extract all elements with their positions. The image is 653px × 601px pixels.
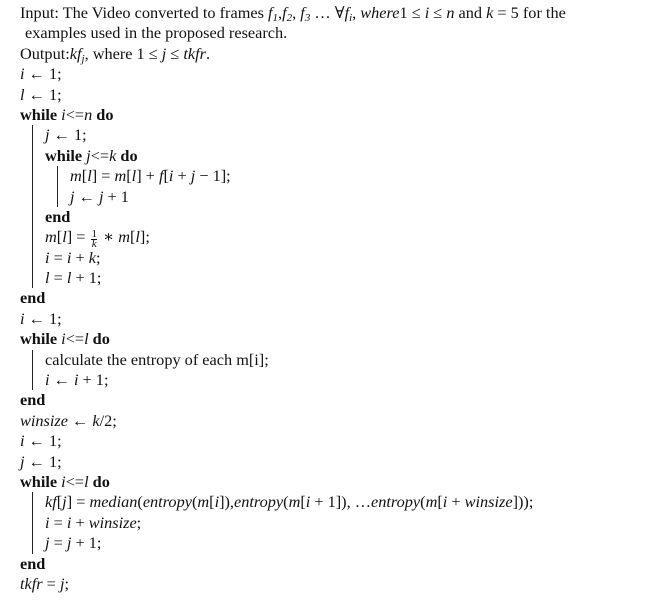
math-symbol: j bbox=[190, 166, 196, 186]
text: , bbox=[352, 3, 361, 22]
text: <= bbox=[65, 329, 85, 349]
line-text bbox=[25, 23, 287, 43]
line-text bbox=[20, 64, 62, 84]
text: <= bbox=[65, 471, 85, 491]
line-text bbox=[20, 431, 62, 451]
algorithm-line bbox=[0, 105, 653, 125]
line-text bbox=[45, 248, 100, 268]
line-text bbox=[20, 329, 110, 349]
algorithm-line bbox=[0, 288, 653, 308]
line-text bbox=[20, 390, 45, 410]
algorithm-line bbox=[0, 472, 653, 492]
keyword: while bbox=[20, 471, 62, 491]
line-text bbox=[20, 309, 62, 329]
math-symbol: i bbox=[424, 3, 430, 22]
math-symbol: i bbox=[214, 492, 220, 512]
subscript: 2 bbox=[286, 12, 293, 24]
math-symbol: k bbox=[486, 3, 494, 22]
text: <= bbox=[65, 104, 85, 124]
text: − 1]; bbox=[195, 166, 231, 186]
math-symbol: m bbox=[288, 492, 301, 512]
math-symbol: m bbox=[114, 166, 127, 186]
math-symbol: m bbox=[118, 227, 130, 247]
text: ] = bbox=[66, 492, 90, 512]
math-symbol: i bbox=[45, 370, 50, 390]
line-text bbox=[20, 574, 69, 594]
text: + 1; bbox=[78, 370, 109, 390]
block-indent-bar bbox=[32, 146, 33, 166]
math-symbol: i bbox=[442, 492, 448, 512]
math-symbol: j bbox=[20, 451, 25, 471]
math-symbol: j bbox=[45, 125, 50, 145]
text: , bbox=[278, 3, 283, 22]
math-symbol: i bbox=[66, 247, 72, 267]
math-symbol: f bbox=[158, 166, 164, 186]
text: ; bbox=[136, 512, 142, 532]
text: ≤ bbox=[166, 43, 184, 63]
math-symbol: j bbox=[70, 186, 75, 206]
math-symbol: j bbox=[45, 533, 50, 553]
text: + 1; bbox=[71, 268, 102, 288]
text: [ bbox=[56, 227, 63, 247]
algorithm-line bbox=[0, 492, 653, 512]
text: + bbox=[71, 247, 89, 267]
line-text bbox=[45, 370, 108, 390]
text: [ bbox=[437, 492, 443, 512]
text: ∗ bbox=[98, 227, 119, 247]
line-text bbox=[45, 207, 70, 227]
text: = 5 for the bbox=[493, 3, 566, 22]
text: = bbox=[49, 247, 67, 267]
fraction bbox=[91, 230, 97, 249]
algorithm-line bbox=[0, 554, 653, 574]
text: ← bbox=[67, 410, 93, 430]
block-indent-bar bbox=[32, 248, 33, 268]
math-symbol: i bbox=[61, 471, 66, 491]
math-symbol: i bbox=[66, 512, 72, 532]
algorithm-line bbox=[0, 227, 653, 251]
text: … ∀ bbox=[310, 3, 345, 22]
text: . bbox=[206, 43, 211, 63]
text: Input: The Video converted to frames bbox=[20, 3, 268, 22]
math-symbol: i bbox=[61, 104, 66, 124]
math-symbol: j bbox=[66, 533, 72, 553]
math-symbol: l bbox=[87, 166, 92, 186]
keyword: end bbox=[45, 206, 71, 226]
text: ← 1; bbox=[49, 125, 87, 145]
math-symbol: f bbox=[282, 3, 287, 22]
algorithm-line bbox=[0, 268, 653, 288]
block-indent-bar bbox=[32, 350, 33, 370]
text: ( bbox=[420, 492, 426, 512]
text: = bbox=[49, 533, 67, 553]
math-symbol: m bbox=[197, 492, 210, 512]
line-text bbox=[20, 288, 45, 308]
keyword: while bbox=[20, 104, 62, 124]
block-indent-bar bbox=[32, 166, 33, 186]
block-indent-bar bbox=[32, 187, 33, 207]
line-text bbox=[45, 146, 138, 166]
math-symbol: j bbox=[98, 186, 104, 206]
text: ] = bbox=[91, 166, 115, 186]
algorithm-line bbox=[0, 44, 653, 64]
algorithm-line bbox=[0, 513, 653, 533]
line-text bbox=[70, 166, 231, 186]
text: ]), bbox=[219, 492, 235, 512]
text: [ bbox=[129, 227, 136, 247]
text: ← bbox=[74, 186, 99, 206]
math-symbol: winsize bbox=[464, 492, 513, 512]
math-symbol: kf bbox=[45, 492, 57, 512]
keyword: do bbox=[116, 145, 138, 165]
text: = bbox=[42, 573, 60, 593]
math-symbol: tkfr bbox=[183, 43, 206, 63]
text: ] = bbox=[66, 227, 90, 247]
text: + bbox=[71, 512, 89, 532]
math-symbol: m bbox=[45, 227, 57, 247]
text: = bbox=[49, 268, 67, 288]
algorithm-line bbox=[0, 207, 653, 227]
subscript: i bbox=[349, 12, 353, 24]
block-indent-bar bbox=[32, 207, 33, 227]
subscript: j bbox=[81, 52, 85, 65]
text: ← 1; bbox=[24, 451, 62, 471]
math-symbol: j bbox=[161, 43, 167, 63]
line-text bbox=[45, 533, 101, 553]
line-text bbox=[20, 452, 62, 472]
line-text bbox=[45, 268, 101, 288]
math-symbol: i bbox=[20, 431, 25, 451]
algorithm-line bbox=[0, 370, 653, 390]
math-symbol: l bbox=[66, 268, 72, 288]
text: ( bbox=[283, 492, 289, 512]
text: Output: bbox=[20, 43, 70, 63]
algorithm-line bbox=[0, 390, 653, 410]
math-symbol: entropy bbox=[371, 492, 421, 512]
algorithm-line bbox=[0, 309, 653, 329]
line-text bbox=[45, 492, 533, 512]
math-symbol: entropy bbox=[142, 492, 192, 512]
block-indent-bar bbox=[32, 492, 33, 512]
math-symbol: entropy bbox=[234, 492, 284, 512]
algorithm-line bbox=[0, 411, 653, 431]
text: ← 1; bbox=[24, 308, 62, 328]
text: ( bbox=[191, 492, 198, 512]
block-indent-bar bbox=[32, 268, 33, 288]
keyword: while bbox=[45, 145, 87, 165]
text: [ bbox=[56, 492, 63, 512]
text: ] + bbox=[136, 166, 159, 186]
algorithm-line bbox=[0, 146, 653, 166]
math-symbol: i bbox=[20, 308, 25, 328]
fraction-numerator: 1 bbox=[91, 228, 97, 241]
math-symbol: n bbox=[446, 3, 455, 22]
math-symbol: f bbox=[300, 3, 305, 22]
line-text bbox=[20, 105, 114, 125]
math-symbol: j bbox=[59, 573, 65, 593]
math-symbol: l bbox=[84, 471, 89, 491]
line-text bbox=[20, 472, 110, 492]
math-symbol: tkfr bbox=[20, 573, 43, 593]
text: ← bbox=[49, 370, 74, 390]
math-symbol: j bbox=[62, 492, 67, 512]
algorithm-line bbox=[0, 187, 653, 207]
text: /2; bbox=[99, 410, 117, 430]
text: ; bbox=[95, 247, 101, 267]
math-symbol: l bbox=[20, 84, 25, 104]
math-symbol: m bbox=[425, 492, 438, 512]
line-text bbox=[20, 554, 45, 574]
algorithm-line bbox=[0, 431, 653, 451]
text: [ bbox=[209, 492, 215, 512]
text: + bbox=[173, 166, 191, 186]
block-indent-bar bbox=[32, 227, 33, 247]
math-symbol: j bbox=[86, 145, 91, 165]
math-symbol: f bbox=[344, 3, 350, 22]
text: ← 1; bbox=[24, 84, 62, 104]
block-indent-bar bbox=[57, 166, 58, 186]
text: + 1]), … bbox=[310, 492, 372, 512]
algorithm-line bbox=[0, 574, 653, 594]
math-symbol: l bbox=[131, 166, 137, 186]
algorithm-line bbox=[0, 350, 653, 370]
algorithm-line bbox=[0, 248, 653, 268]
text: ← 1; bbox=[24, 64, 62, 84]
line-text bbox=[70, 187, 129, 207]
algorithm-line bbox=[0, 329, 653, 349]
math-symbol: k bbox=[92, 410, 100, 430]
text: ])); bbox=[512, 492, 534, 512]
block-indent-bar bbox=[57, 187, 58, 207]
text: [ bbox=[300, 492, 306, 512]
math-symbol: winsize bbox=[20, 410, 68, 430]
line-text bbox=[45, 227, 150, 249]
math-symbol: i bbox=[305, 492, 311, 512]
text: , where 1 ≤ bbox=[84, 43, 162, 63]
math-symbol: l bbox=[62, 227, 67, 247]
subscript: 1 bbox=[272, 12, 279, 24]
text: , bbox=[292, 3, 301, 22]
keyword: do bbox=[88, 471, 110, 491]
line-text bbox=[45, 513, 141, 533]
math-symbol: l bbox=[45, 268, 50, 288]
algorithm-line bbox=[0, 3, 653, 23]
math-symbol: k bbox=[109, 145, 117, 165]
math-symbol: n bbox=[84, 104, 93, 124]
text: ← 1; bbox=[24, 431, 62, 451]
subscript: 3 bbox=[304, 12, 311, 24]
math-symbol: m bbox=[70, 166, 82, 186]
math-symbol: where bbox=[360, 3, 400, 22]
block-indent-bar bbox=[32, 370, 33, 390]
text: ≤ bbox=[429, 3, 447, 22]
math-symbol: winsize bbox=[88, 512, 137, 532]
block-indent-bar bbox=[32, 533, 33, 553]
math-symbol: i bbox=[61, 329, 66, 349]
line-text bbox=[45, 125, 87, 145]
text: ( bbox=[137, 492, 143, 512]
text: ; bbox=[64, 573, 69, 593]
math-symbol: l bbox=[135, 227, 140, 247]
keyword: end bbox=[20, 553, 46, 573]
text: = bbox=[49, 512, 67, 532]
algorithm-line bbox=[0, 533, 653, 553]
line-text bbox=[45, 350, 269, 370]
text: [ bbox=[163, 166, 169, 186]
math-symbol: i bbox=[20, 64, 25, 84]
fraction-denominator: k bbox=[91, 238, 97, 251]
keyword: do bbox=[88, 329, 110, 349]
text: + 1; bbox=[71, 533, 102, 553]
math-symbol: l bbox=[84, 329, 89, 349]
text: examples used in the proposed research. bbox=[25, 23, 288, 43]
text: calculate the entropy of each m[i]; bbox=[45, 349, 269, 369]
text: 1 ≤ bbox=[399, 3, 425, 22]
algorithm-line bbox=[0, 125, 653, 145]
algorithm-line bbox=[0, 452, 653, 472]
algorithm-line bbox=[0, 166, 653, 186]
keyword: while bbox=[20, 329, 62, 349]
line-text bbox=[20, 85, 62, 105]
text: <= bbox=[90, 145, 110, 165]
text: + bbox=[447, 492, 465, 512]
text: [ bbox=[81, 166, 88, 186]
text: + 1 bbox=[103, 186, 129, 206]
algorithm-line bbox=[0, 64, 653, 84]
text: [ bbox=[126, 166, 132, 186]
line-text bbox=[20, 411, 117, 431]
keyword: end bbox=[20, 390, 46, 410]
math-symbol: i bbox=[45, 247, 50, 267]
block-indent-bar bbox=[32, 513, 33, 533]
algorithm-line bbox=[0, 23, 653, 43]
algorithm-line bbox=[0, 85, 653, 105]
text: ]; bbox=[139, 227, 150, 247]
math-symbol: i bbox=[168, 166, 174, 186]
keyword: end bbox=[20, 288, 46, 308]
block-indent-bar bbox=[32, 125, 33, 145]
text: and bbox=[454, 3, 487, 22]
keyword: do bbox=[92, 104, 114, 124]
math-symbol: median bbox=[89, 492, 138, 512]
math-symbol: i bbox=[73, 370, 79, 390]
math-symbol: k bbox=[88, 247, 96, 267]
math-symbol: i bbox=[45, 512, 50, 532]
math-symbol: f bbox=[268, 3, 273, 22]
math-symbol: kf bbox=[69, 43, 82, 63]
